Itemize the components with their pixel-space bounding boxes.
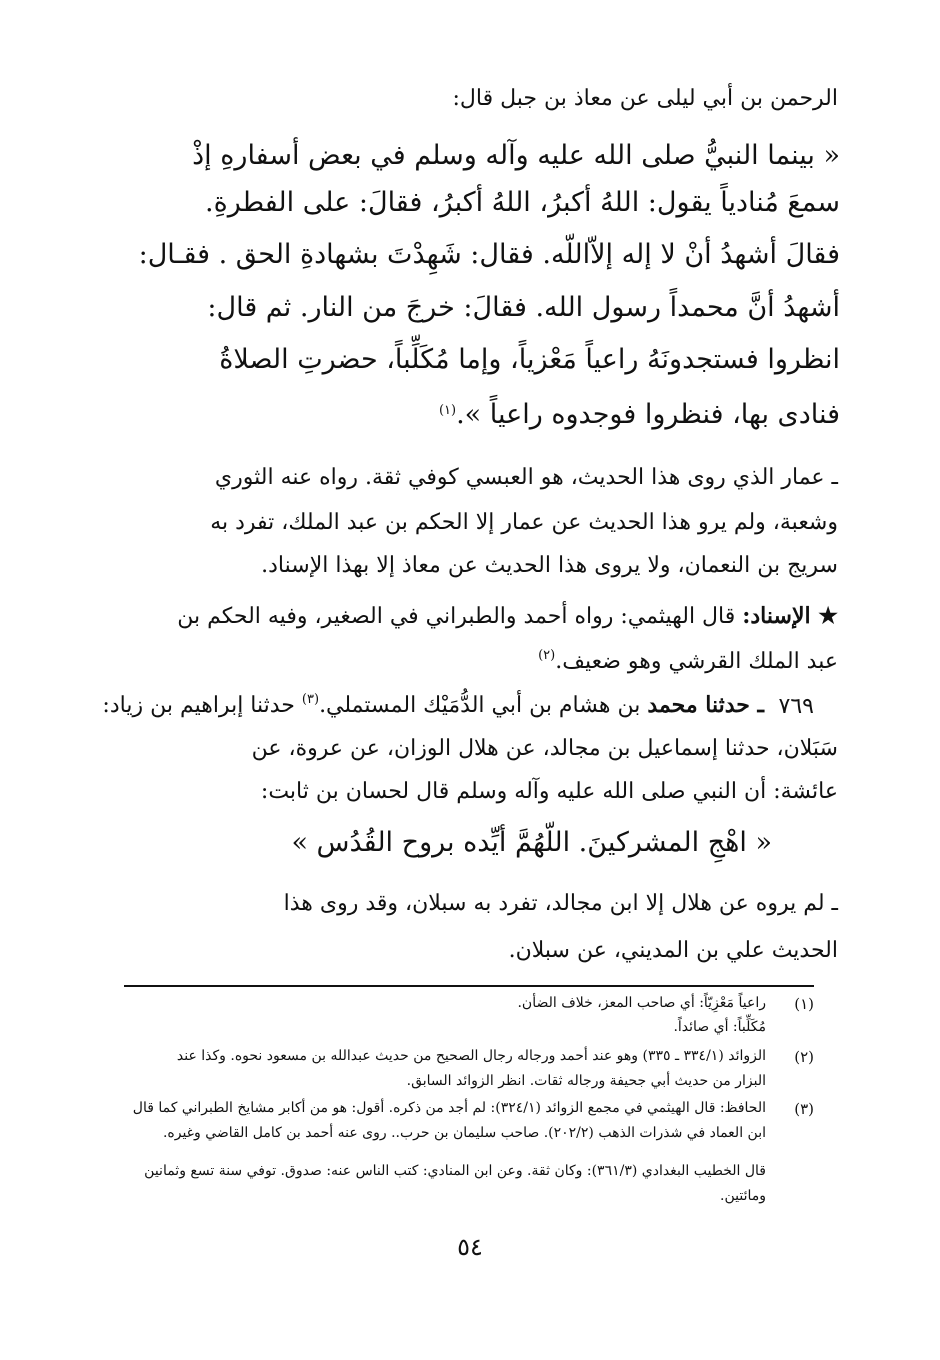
- footnote-number: (٢): [794, 1048, 814, 1066]
- hadith-text: « اهْجِ المشركينَ. اللّهُمَّ أيِّده بروح القُدُس »: [291, 827, 772, 858]
- hadith-number: ٧٦٩: [778, 694, 814, 719]
- footnote-line: الزوائد (٣٣٤/١ ـ ٣٣٥) وهو عند أحمد ورجاله رجال الصحيح من حديث عبدالله بن مسعود نحوه. وكذا عند: [176, 1048, 766, 1064]
- hadith-line: انظروا فستجدونَهُ راعياً مَعْزياً، وإما مُكَلِّباً، حضرتِ الصلاةُ: [219, 344, 840, 375]
- footnote-marker: (١): [438, 403, 457, 418]
- footnote-line: مُكَلِّباً: أي صائداً.: [673, 1019, 766, 1035]
- commentary-line: ـ عمار الذي روى هذا الحديث، هو العبسي كوفي ثقة. رواه عنه الثوري: [214, 465, 838, 490]
- footnote-marker: (٣): [301, 692, 320, 707]
- isnad-text: عبد الملك القرشي وهو ضعيف.: [555, 649, 838, 674]
- commentary-line: سريج بن النعمان، ولا يروى هذا الحديث عن معاذ إلا بهذا الإسناد.: [261, 553, 838, 578]
- chain-line: عائشة: أن النبي صلى الله عليه وآله وسلم قال لحسان بن ثابت:: [260, 779, 838, 804]
- footnote-line: ومائتين.: [720, 1188, 766, 1204]
- hadith-line: سمعَ مُنادياً يقول: اللهُ أكبرُ، اللهُ أكبرُ، فقالَ: على الفطرةِ.: [204, 187, 840, 218]
- footnote-line: الحافظ: قال الهيثمي في مجمع الزوائد (٣٢٤/١): لم أجد من ذكره. أقول: هو من أكابر مشايخ الطبراني كما قال: [132, 1100, 766, 1116]
- isnad-line: [538, 649, 838, 674]
- footnote-divider: [124, 985, 814, 987]
- footnote-number: (٣): [794, 1100, 814, 1118]
- chain-line: [102, 692, 764, 718]
- isnad-line: [177, 603, 838, 629]
- footnote-line: راعياً مَعْزِيّاً: أي صاحب المعز، خلاف الضأن.: [517, 995, 766, 1011]
- chain-text: بن هشام بن أبي الدُّمَيْك المستملي.: [319, 693, 641, 718]
- footnote-marker: (٢): [538, 648, 556, 663]
- hadith-line: « بينما النبيُّ صلى الله عليه وآله وسلم في بعض أسفارهِ إذْ: [192, 140, 840, 171]
- text-line: الرحمن بن أبي ليلى عن معاذ بن جبل قال:: [452, 86, 838, 111]
- chain-opening: ـ حدثنا محمد: [647, 692, 764, 718]
- hadith-line: فقالَ أشهدُ أنْ لا إله إلاّاللّه. فقال: شَهِدْتَ بشهادةِ الحق . فقـال:: [138, 239, 840, 270]
- footnote-line: ابن العماد في شذرات الذهب (٢٠٢/٢). صاحب سليمان بن حرب.. روى عنه أحمد بن كامل القاضي وغيره.: [162, 1125, 766, 1141]
- commentary-line: ـ لم يروه عن هلال إلا ابن مجالد، تفرد به سبلان، وقد روى هذا: [283, 891, 838, 916]
- hadith-line-last: [439, 399, 840, 430]
- page-number: ٥٤: [457, 1233, 483, 1261]
- hadith-line: أشهدُ أنَّ محمداً رسول الله. فقالَ: خرجَ من النار. ثم قال:: [207, 292, 840, 323]
- chain-line: سَبَلان، حدثنا إسماعيل بن مجالد، عن هلال الوزان، عن عروة، عن: [251, 736, 838, 761]
- isnad-text: قال الهيثمي: رواه أحمد والطبراني في الصغير، وفيه الحكم بن: [177, 604, 736, 629]
- commentary-line: الحديث علي بن المديني، عن سبلان.: [508, 938, 838, 963]
- commentary-line: وشعبة، ولم يرو هذا الحديث عن عمار إلا الحكم بن عبد الملك، تفرد به: [210, 510, 838, 535]
- footnote-number: (١): [794, 995, 814, 1013]
- footnote-line: قال الخطيب البغدادي (٣٦١/٣): وكان ثقة. وعن ابن المنادي: كتب الناس عنه: صدوق. توفي سنة تسع وثمانين: [144, 1163, 766, 1179]
- footnote-line: البزار من حديث أبي جحيفة ورجاله ثقات. انظر الزوائد السابق.: [406, 1073, 766, 1089]
- chain-text: حدثنا إبراهيم بن زياد:: [102, 693, 295, 718]
- isnad-label: ★ الإسناد:: [742, 603, 838, 629]
- hadith-text: فنادى بها، فنظروا فوجدوه راعياً ».: [456, 399, 840, 430]
